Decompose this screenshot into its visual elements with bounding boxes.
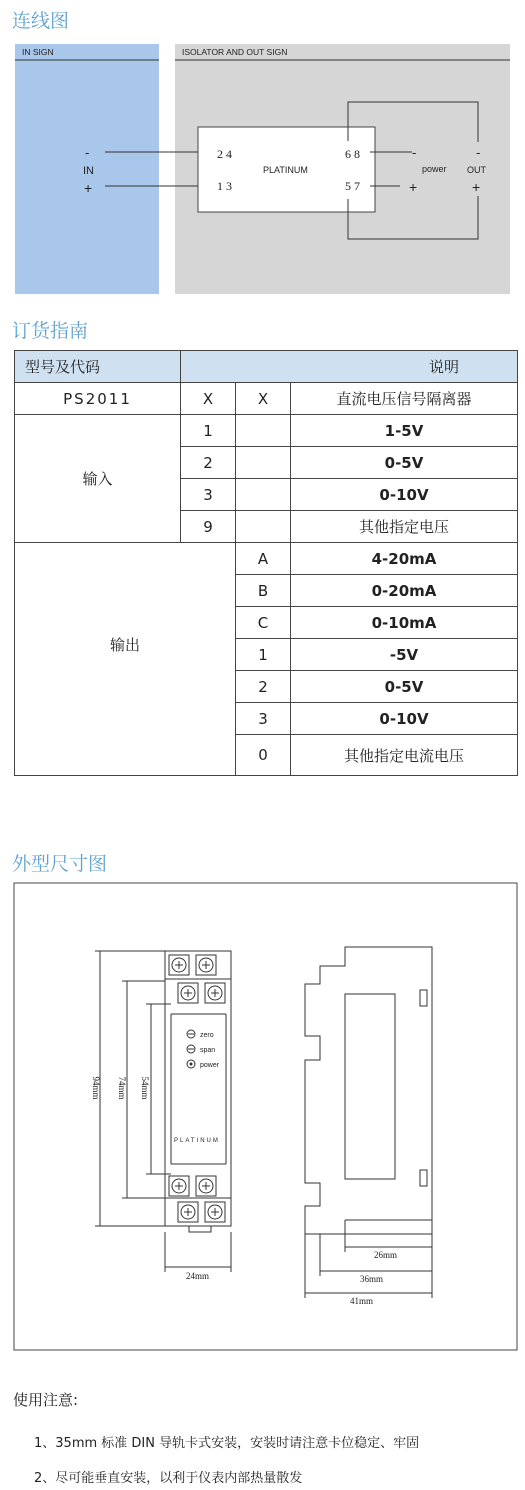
wiring-title: 连线图 [12, 10, 70, 32]
input-desc: 0-10V [291, 479, 518, 511]
terminal-screw-icon [178, 1202, 198, 1222]
terminal-screw-icon [196, 1176, 216, 1196]
pins-in-top: 2 4 [217, 147, 232, 161]
output-code: 0 [236, 735, 291, 776]
notes-title: 使用注意: [13, 1391, 79, 1409]
header-code: 型号及代码 [15, 351, 181, 383]
height-54-label: 54mm [140, 1076, 150, 1100]
output-desc: 0-10mA [291, 607, 518, 639]
output-code: 2 [236, 671, 291, 703]
depth-36-label: 36mm [360, 1274, 384, 1284]
input-code: 9 [181, 511, 236, 543]
terminal-screw-icon [205, 983, 225, 1003]
output-desc: 0-20mA [291, 575, 518, 607]
model-code: PS2011 [15, 383, 181, 415]
zero-label: zero [200, 1032, 214, 1039]
table-row [15, 543, 518, 575]
pins-in-bottom: 1 3 [217, 179, 232, 193]
power-plus: + [409, 179, 418, 195]
note-item: 1、35mm 标准 DIN 导轨卡式安装，安装时请注意卡位稳定、牢固 [34, 1436, 420, 1451]
isolator-sign-label: ISOLATOR AND OUT SIGN [182, 47, 288, 57]
output-desc: -5V [291, 639, 518, 671]
note-item: 2、尽可能垂直安装，以利于仪表内部热量散发 [34, 1471, 303, 1486]
table-header-row [15, 351, 518, 383]
power-minus: - [412, 145, 417, 160]
height-94-label: 94mm [91, 1076, 101, 1100]
input-code: 1 [181, 415, 236, 447]
in-sign-label: IN SIGN [22, 47, 54, 57]
out-plus: + [472, 179, 481, 195]
span-pot-icon [187, 1045, 195, 1053]
span-label: span [200, 1047, 216, 1054]
terminal-screw-icon [196, 955, 216, 975]
brand-label: PLATINUM [174, 1138, 220, 1144]
output-code: A [236, 543, 291, 575]
module-name: PLATINUM [263, 165, 308, 175]
terminal-screw-icon [205, 1202, 225, 1222]
power-label: power [422, 164, 447, 174]
output-label: 输出 [15, 543, 236, 776]
input-desc: 1-5V [291, 415, 518, 447]
drawing-frame [14, 883, 517, 1350]
table-row [15, 383, 518, 415]
order-title: 订货指南 [12, 320, 89, 342]
output-code: B [236, 575, 291, 607]
out-minus: - [476, 145, 481, 160]
input-code: 2 [181, 447, 236, 479]
depth-41-label: 41mm [350, 1296, 374, 1306]
width-24-label: 24mm [186, 1271, 210, 1281]
input-desc: 0-5V [291, 447, 518, 479]
header-desc: 说明 [181, 351, 518, 383]
dimensions-drawing [0, 880, 525, 1355]
input-code: 3 [181, 479, 236, 511]
in-plus: + [84, 180, 93, 196]
x-placeholder-1: X [181, 383, 236, 415]
terminal-screw-icon [169, 955, 189, 975]
pins-out-top: 6 8 [345, 147, 360, 161]
output-desc: 0-10V [291, 703, 518, 735]
output-code: C [236, 607, 291, 639]
depth-26-label: 26mm [374, 1250, 398, 1260]
output-code: 3 [236, 703, 291, 735]
output-desc: 其他指定电流电压 [291, 735, 518, 776]
input-desc: 其他指定电压 [291, 511, 518, 543]
power-led-label: power [200, 1062, 220, 1069]
terminal-screw-icon [169, 1176, 189, 1196]
output-code: 1 [236, 639, 291, 671]
output-desc: 0-5V [291, 671, 518, 703]
pins-out-bottom: 5 7 [345, 179, 360, 193]
wiring-diagram [0, 0, 525, 300]
order-table [14, 350, 518, 776]
power-led-icon [187, 1060, 195, 1068]
table-row [15, 415, 518, 447]
dimensions-title: 外型尺寸图 [12, 853, 108, 875]
in-minus: - [85, 145, 90, 160]
in-label: IN [83, 165, 94, 177]
terminal-screw-icon [178, 983, 198, 1003]
height-74-label: 74mm [117, 1076, 127, 1100]
out-label: OUT [467, 165, 486, 175]
input-label: 输入 [15, 415, 181, 543]
model-desc: 直流电压信号隔离器 [291, 383, 518, 415]
x-placeholder-2: X [236, 383, 291, 415]
output-desc: 4-20mA [291, 543, 518, 575]
zero-pot-icon [187, 1030, 195, 1038]
